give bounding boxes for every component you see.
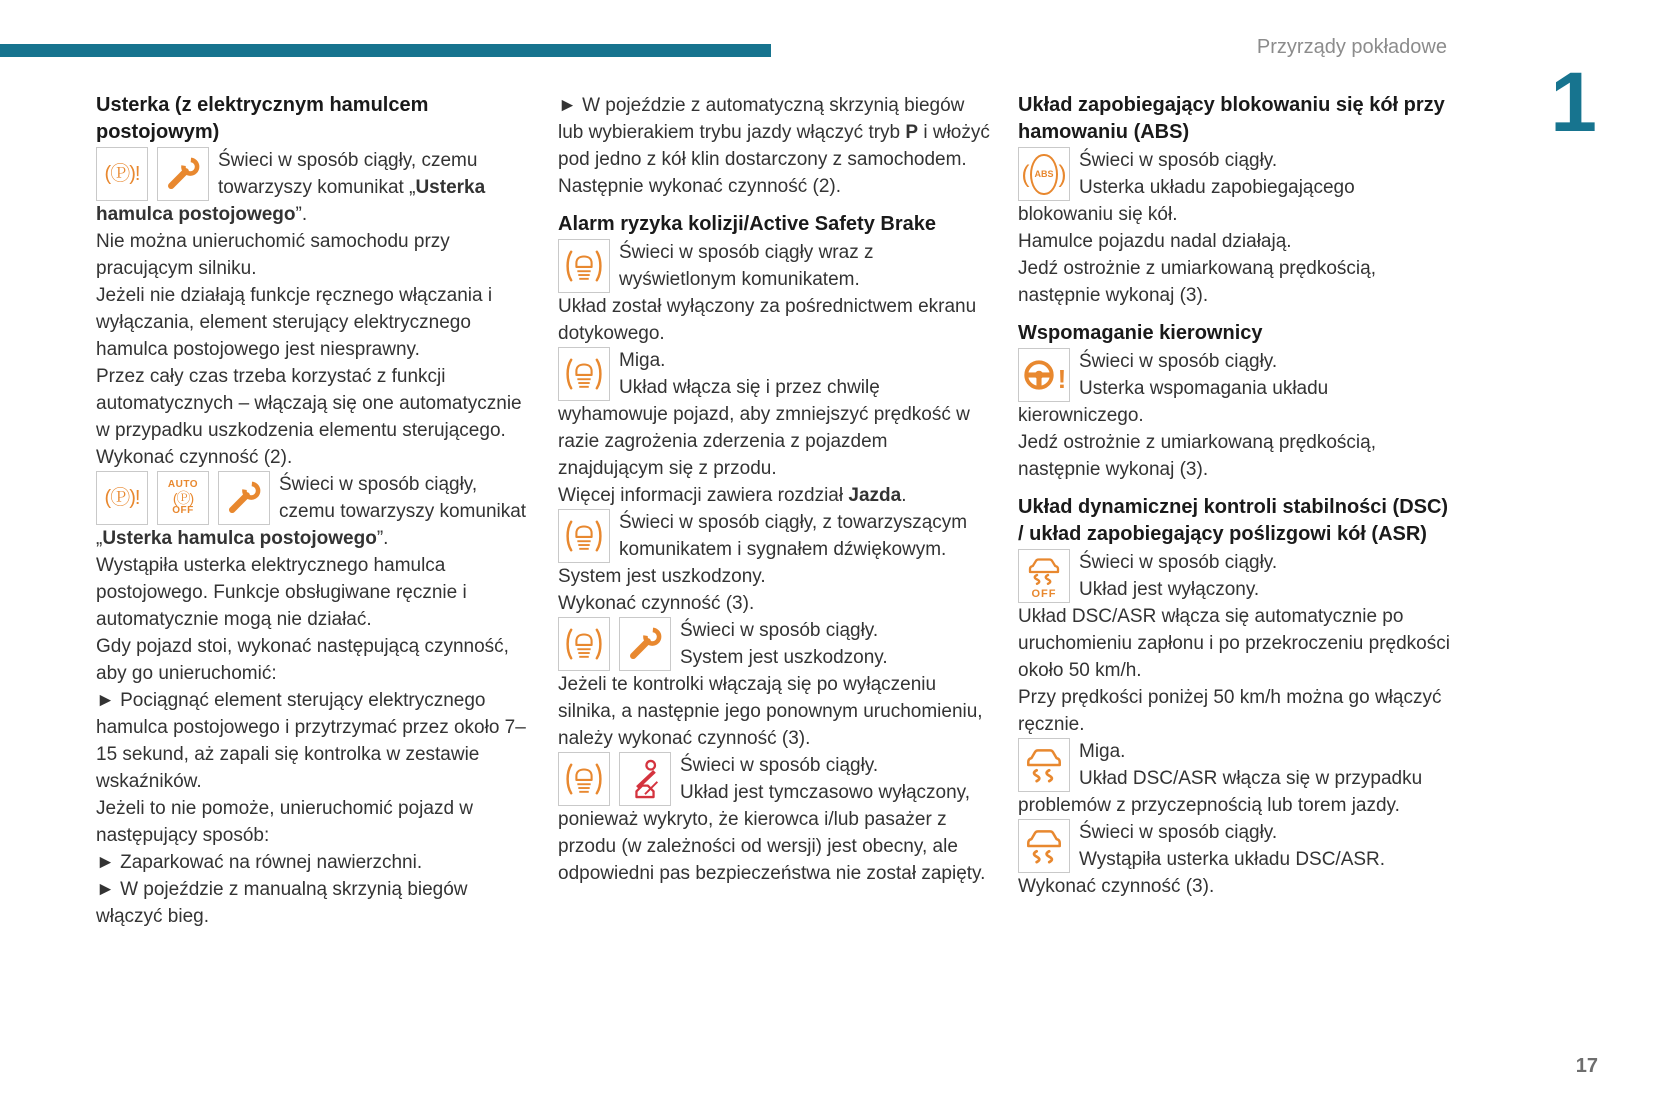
section-label: Przyrządy pokładowe: [1256, 36, 1447, 58]
paragraph: Hamulce pojazdu nadal działają.: [1018, 231, 1292, 252]
paragraph: Więcej informacji zawiera rozdział Jazda.: [558, 485, 907, 506]
warning-entry: [1018, 147, 1454, 228]
warning-text: Układ włącza się i przez chwilę wyhamowuje pojazd, aby zmniejszyć prędkość w razie zagrożenia zderzenia z pojazdem znajdującym się z przodu.: [558, 377, 970, 479]
warning-entry: [1018, 738, 1454, 819]
paragraph: Układ DSC/ASR włącza się automatycznie po uruchomieniu zapłonu i po przekroczeniu prędkości około 50 km/h.: [1018, 606, 1450, 681]
warning-entry: [1018, 348, 1454, 429]
page-number: 17: [1575, 1055, 1598, 1077]
warning-entry: [1018, 549, 1454, 603]
warning-text-line1: Świeci w sposób ciągły.: [1079, 351, 1278, 372]
paragraph: Gdy pojazd stoi, wykonać następującą czynność, aby go unieruchomić:: [96, 636, 509, 684]
warning-text-line1: Miga.: [619, 350, 666, 371]
wrench-service-icon: [157, 147, 209, 201]
warning-entry: [1018, 819, 1454, 873]
warning-text: Świeci w sposób ciągły, czemu towarzyszy komunikat „Usterka hamulca postojowego”.: [96, 150, 486, 225]
dsc-asr-off-icon: [1018, 549, 1070, 603]
warning-text: Usterka układu zapobiegającego blokowaniu się kół.: [1018, 177, 1355, 225]
warning-text: Usterka wspomagania układu kierowniczego.: [1018, 378, 1329, 426]
warning-text-line1: Świeci w sposób ciągły.: [1079, 150, 1278, 171]
parking-brake-warning-icon: (Ⓟ)!: [96, 471, 148, 525]
heading-abs: Układ zapobiegający blokowaniu się kół przy hamowaniu (ABS): [1018, 94, 1445, 143]
wrench-service-icon: [218, 471, 270, 525]
warning-entry: [96, 471, 532, 552]
bullet-item: ► Zaparkować na równej nawierzchni.: [96, 852, 423, 873]
bullet-item: ► Pociągnąć element sterujący elektrycznego hamulca postojowego i przytrzymać przez około 7–15 sekund, aż zapali się kontrolka w zestawie wskaźników.: [96, 690, 526, 792]
active-safety-brake-icon: [558, 239, 610, 293]
paragraph: Przez cały czas trzeba korzystać z funkcji automatycznych – włączają się one automatycznie w przypadku uszkodzenia elementu sterującego.: [96, 366, 522, 441]
warning-text: Świeci w sposób ciągły wraz z wyświetlonym komunikatem.: [619, 242, 874, 290]
warning-text-line1: Miga.: [1079, 741, 1126, 762]
warning-text: Świeci w sposób ciągły, czemu towarzyszy komunikat „Usterka hamulca postojowego”.: [96, 474, 527, 549]
abs-warning-icon: ( ABS ): [1018, 147, 1070, 201]
steering-assist-warning-icon: !: [1018, 348, 1070, 402]
warning-entry: [558, 752, 990, 887]
paragraph: Wystąpiła usterka elektrycznego hamulca postojowego. Funkcje obsługiwane ręcznie i automatycznie mogą nie działać.: [96, 555, 467, 630]
active-safety-brake-icon: [558, 347, 610, 401]
warning-entry: [96, 147, 532, 228]
dsc-asr-icon: [1018, 738, 1070, 792]
warning-text-line1: Świeci w sposób ciągły.: [680, 620, 879, 641]
paragraph: Przy prędkości poniżej 50 km/h można go włączyć ręcznie.: [1018, 687, 1442, 735]
warning-entry: [558, 239, 990, 293]
wrench-service-icon: [619, 617, 671, 671]
paragraph: Układ został wyłączony za pośrednictwem ekranu dotykowego.: [558, 296, 977, 344]
warning-text-line1: Świeci w sposób ciągły.: [1079, 552, 1278, 573]
paragraph: Jeżeli nie działają funkcje ręcznego włączania i wyłączania, element sterujący elektrycznego hamulca postojowego jest niesprawny.: [96, 285, 493, 360]
top-accent-bar: [0, 44, 771, 57]
warning-text-line1: Świeci w sposób ciągły.: [680, 755, 879, 776]
warning-text: Układ DSC/ASR włącza się w przypadku problemów z przyczepnością lub torem jazdy.: [1018, 768, 1423, 816]
bullet-item: ► W pojeździe z automatyczną skrzynią biegów lub wybierakiem trybu jazdy włączyć tryb P i włożyć pod jedno z kół klin dostarczony z samochodem.: [558, 95, 990, 170]
svg-text:OFF: OFF: [1031, 588, 1057, 600]
paragraph: Nie można unieruchomić samochodu przy pracującym silniku.: [96, 231, 450, 279]
paragraph: Jeżeli te kontrolki włączają się po wyłączeniu silnika, a następnie jego ponownym uruchomieniu, należy wykonać czynność (3).: [558, 674, 983, 749]
heading-active-safety-brake: Alarm ryzyka kolizji/Active Safety Brake: [558, 213, 936, 235]
heading-dsc-asr: Układ dynamicznej kontroli stabilności (DSC) / układ zapobiegający poślizgowi kół (ASR): [1018, 496, 1449, 545]
paragraph: Następnie wykonać czynność (2).: [558, 176, 842, 197]
warning-text: Układ jest wyłączony.: [1079, 579, 1260, 600]
warning-text: System jest uszkodzony.: [680, 647, 888, 668]
column-middle: [558, 92, 990, 887]
warning-entry: [558, 617, 990, 671]
warning-text: Układ jest tymczasowo wyłączony, ponieważ wykryto, że kierowca i/lub pasażer z przodu (w zależności od wersji) jest obecny, ale odpowiedni pas bezpieczeństwa nie został zapięty.: [558, 782, 986, 884]
seatbelt-warning-icon: [619, 752, 671, 806]
paragraph: Wykonać czynność (3).: [1018, 876, 1215, 897]
paragraph: Jedź ostrożnie z umiarkowaną prędkością, następnie wykonaj (3).: [1018, 432, 1377, 480]
heading-power-steering: Wspomaganie kierownicy: [1018, 322, 1263, 344]
paragraph: Wykonać czynność (2).: [96, 447, 293, 468]
auto-parking-brake-off-icon: AUTO (Ⓟ) OFF: [157, 471, 209, 525]
warning-text-line1: Świeci w sposób ciągły.: [1079, 822, 1278, 843]
paragraph: Wykonać czynność (3).: [558, 593, 755, 614]
paragraph: Jedź ostrożnie z umiarkowaną prędkością, następnie wykonaj (3).: [1018, 258, 1377, 306]
warning-text: Świeci w sposób ciągły, z towarzyszącym komunikatem i sygnałem dźwiękowym.: [619, 512, 968, 560]
active-safety-brake-icon: [558, 509, 610, 563]
warning-entry: [558, 509, 990, 563]
dsc-asr-icon: [1018, 819, 1070, 873]
paragraph: System jest uszkodzony.: [558, 566, 766, 587]
active-safety-brake-icon: [558, 752, 610, 806]
column-right: [1018, 92, 1454, 900]
active-safety-brake-icon: [558, 617, 610, 671]
warning-entry: [558, 347, 990, 482]
parking-brake-warning-icon: (Ⓟ)!: [96, 147, 148, 201]
bullet-item: ► W pojeździe z manualną skrzynią biegów włączyć bieg.: [96, 879, 468, 927]
column-left: [96, 92, 532, 930]
chapter-number: 1: [1550, 55, 1597, 149]
heading-parking-brake-fault: Usterka (z elektrycznym hamulcem postojowym): [96, 94, 429, 143]
warning-text: Wystąpiła usterka układu DSC/ASR.: [1079, 849, 1386, 870]
paragraph: Jeżeli to nie pomoże, unieruchomić pojazd w następujący sposób:: [96, 798, 474, 846]
